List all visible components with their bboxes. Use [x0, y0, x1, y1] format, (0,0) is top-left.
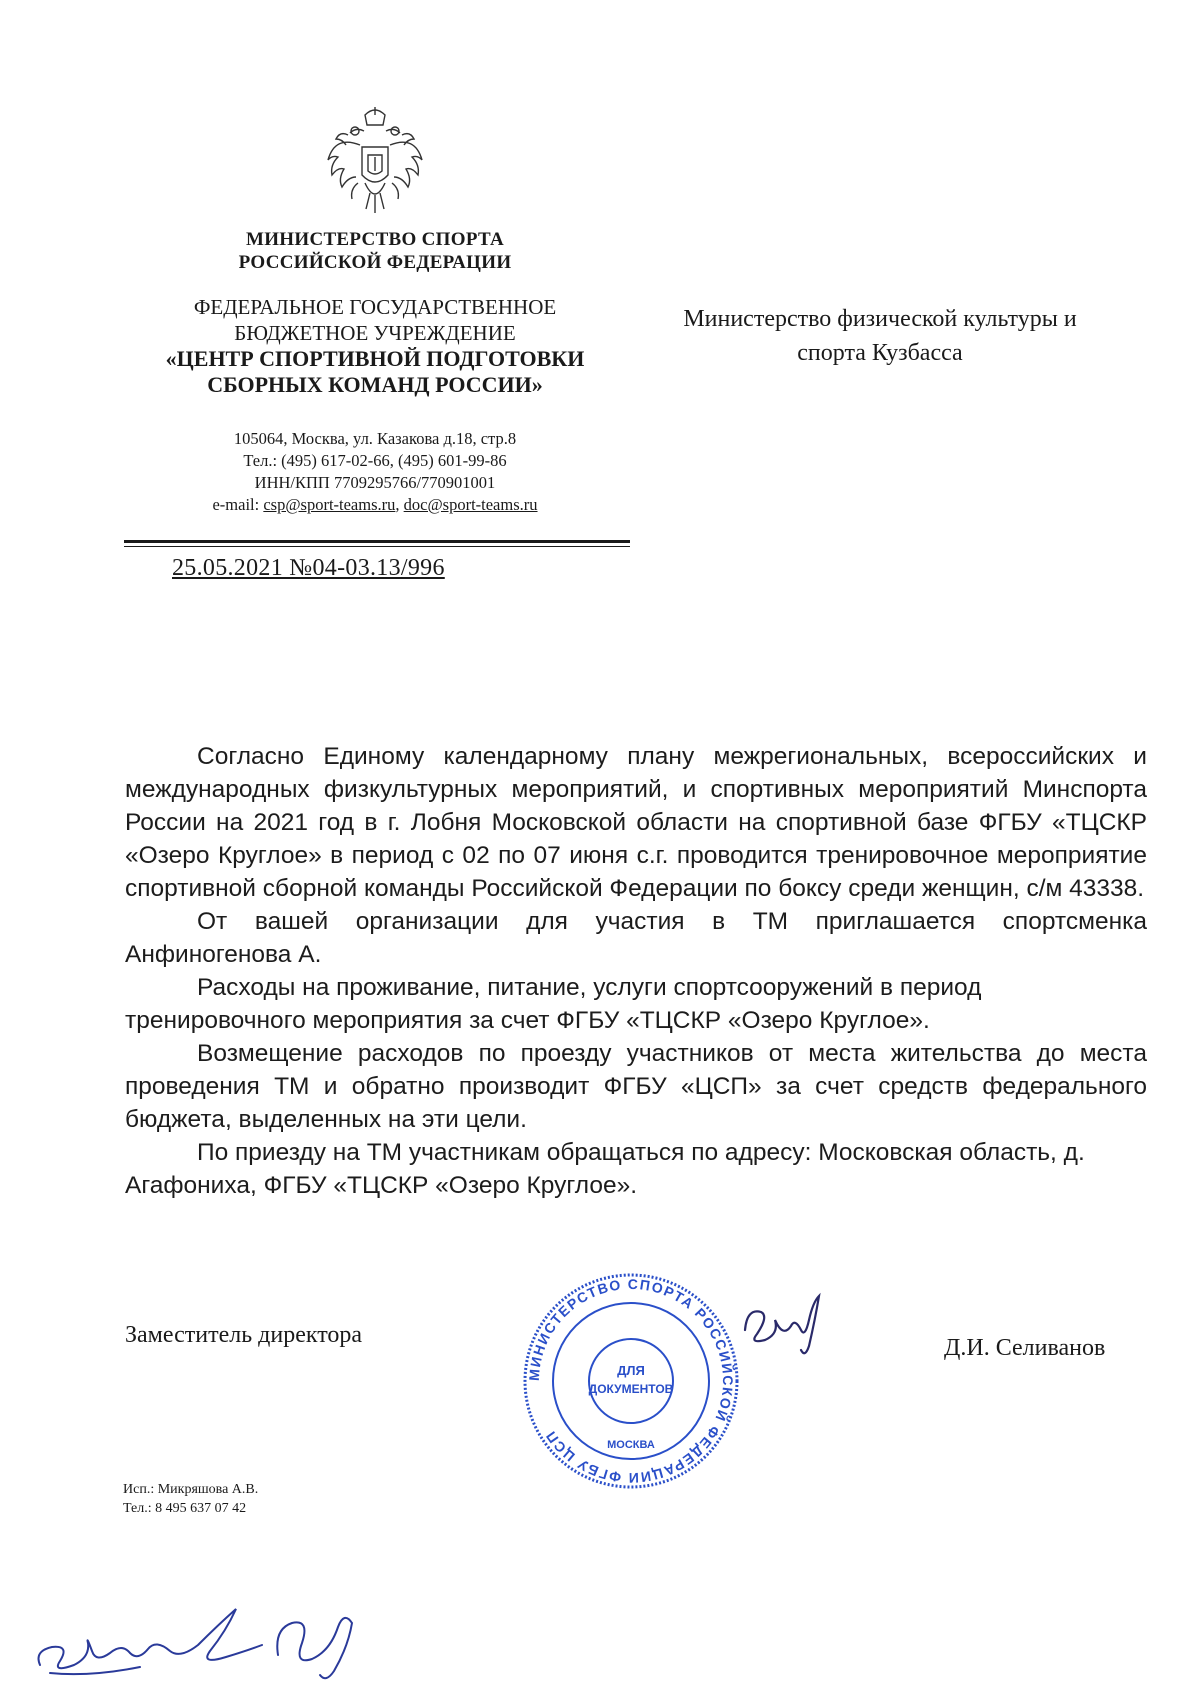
org-inn: ИНН/КПП 7709295766/770901001	[254, 473, 496, 492]
executor-info	[123, 1480, 258, 1518]
ministry-name	[180, 228, 570, 274]
recipient-block	[650, 302, 1110, 370]
stamp-center-text2: ДОКУМЕНТОВ	[588, 1382, 674, 1396]
stamp-bottom-text: МОСКВА	[607, 1439, 655, 1451]
org-line2: БЮДЖЕТНОЕ УЧРЕЖДЕНИЕ	[234, 321, 516, 345]
org-contacts	[150, 428, 600, 516]
email-separator: ,	[395, 495, 404, 514]
organization-name	[120, 294, 630, 398]
ministry-line1: МИНИСТЕРСТВО СПОРТА	[245, 229, 505, 250]
header-divider-thin	[124, 546, 630, 547]
body-paragraph-3: Расходы на проживание, питание, услуги спортсооружений в период тренировочного мероприятия за счет ФГБУ «ТЦСКР «Озеро Круглое».	[125, 974, 982, 1034]
email-prefix: e-mail:	[212, 495, 264, 514]
svg-text:МИНИСТЕРСТВО СПОРТА РОССИЙСКОЙ	[526, 1276, 737, 1486]
header-divider-thick	[124, 540, 630, 543]
org-line1: ФЕДЕРАЛЬНОЕ ГОСУДАРСТВЕННОЕ	[193, 295, 557, 319]
letter-body	[125, 740, 1147, 1202]
ministry-line2: РОССИЙСКОЙ ФЕДЕРАЦИИ	[238, 252, 512, 273]
org-email-line	[150, 494, 600, 516]
signer-position: Заместитель директора	[125, 1322, 363, 1348]
stamp-outer-text: МИНИСТЕРСТВО СПОРТА РОССИЙСКОЙ ФЕДЕРАЦИИ ФГБУ ЦСП	[525, 1275, 737, 1487]
body-paragraph-5: По приезду на ТМ участникам обращаться по адресу: Московская область, д. Агафониха, ФГБУ «ТЦСКР «Озеро Круглое».	[125, 1139, 1085, 1199]
body-paragraph-4: Возмещение расходов по проезду участников от места жительства до места проведения ТМ и обратно производит ФГБУ «ЦСП» за счет средств федерального бюджета, выделенных на эти цели.	[125, 1040, 1147, 1133]
org-address: 105064, Москва, ул. Казакова д.18, стр.8	[233, 429, 517, 448]
signer-name: Д.И. Селиванов	[944, 1335, 1106, 1361]
org-line3: «ЦЕНТР СПОРТИВНОЙ ПОДГОТОВКИ	[165, 346, 585, 371]
recipient-line1: Министерство физической культуры и	[683, 306, 1077, 332]
body-paragraph-1: Согласно Единому календарному плану межрегиональных, всероссийских и международных физкультурных мероприятий, и спортивных мероприятий Минспорта России на 2021 год в г. Лобня Московской области на спортивной базе ФГБУ «ТЦСКР «Озеро Круглое» в период с 02 по 07 июня с.г. проводится тренировочное мероприятие спортивной сборной команды Российской Федерации по боксу среди женщин, с/м 43338.	[125, 743, 1147, 902]
handwritten-signature-bottom	[30, 1595, 380, 1687]
registration-number: 25.05.2021 №04-03.13/996	[172, 555, 445, 581]
stamp-center-text1: ДЛЯ	[617, 1363, 645, 1378]
executor-phone: Тел.: 8 495 637 07 42	[123, 1501, 247, 1516]
russian-coat-of-arms-icon	[320, 105, 430, 225]
recipient-line2: спорта Кузбасса	[797, 340, 963, 366]
org-phones: Тел.: (495) 617-02-66, (495) 601-99-86	[243, 451, 507, 470]
official-seal-stamp	[520, 1270, 742, 1492]
email-link-doc[interactable]: doc@sport-teams.ru	[403, 495, 538, 514]
handwritten-signature-director	[735, 1290, 825, 1362]
body-paragraph-2: От вашей организации для участия в ТМ приглашается спортсменка Анфиногенова А.	[125, 908, 1147, 968]
email-link-csp[interactable]: csp@sport-teams.ru	[263, 495, 396, 514]
org-line4: СБОРНЫХ КОМАНД РОССИИ»	[207, 372, 543, 397]
executor-name: Исп.: Микряшова А.В.	[123, 1482, 259, 1497]
